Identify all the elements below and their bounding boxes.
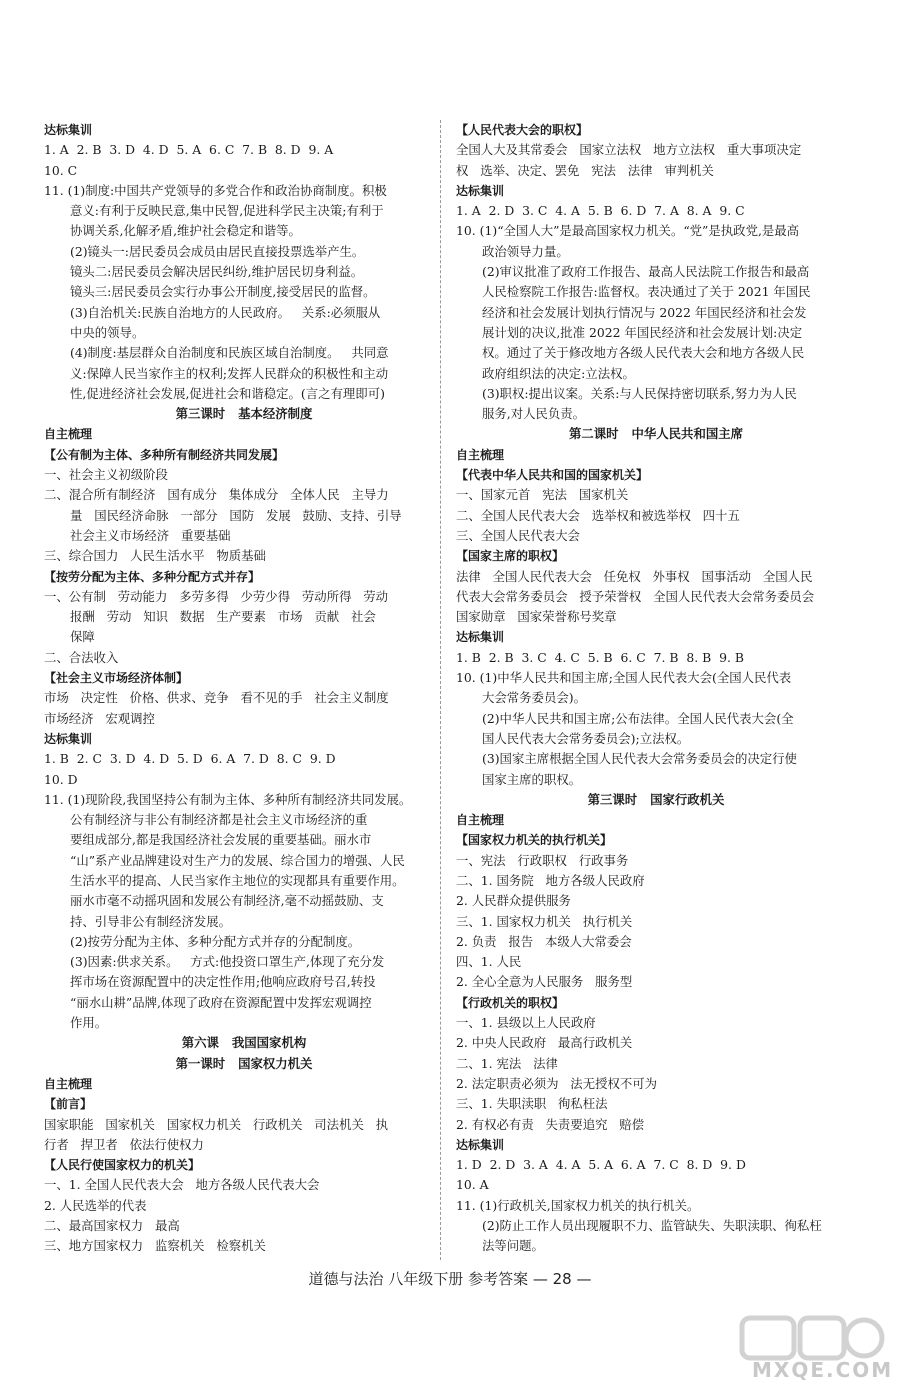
text-line: 报酬 劳动 知识 数据 生产要素 市场 贡献 社会 — [70, 609, 376, 625]
text-line: 权 选举、决定、罢免 宪法 法律 审判机关 — [456, 162, 714, 178]
text-line: 国家主席的职权。 — [482, 771, 582, 787]
text-line: 二、全国人民代表大会 选举权和被选举权 四十五 — [456, 507, 740, 523]
text-line: (3)国家主席根据全国人民代表大会常务委员会的决定行使 — [482, 751, 797, 767]
text-line: 三、1. 国家权力机关 执行机关 — [456, 913, 633, 929]
text-line: (2)镜头一:居民委员会成员由居民直接投票选举产生。 — [70, 243, 365, 259]
text-line: 保障 — [70, 629, 95, 645]
text-line: 展计划的决议,批准 2022 年国民经济和社会发展计划:决定 — [482, 324, 803, 340]
text-line: 挥市场在资源配置中的决定性作用;他响应政府号召,转投 — [70, 974, 376, 990]
topic-heading: 【公有制为主体、多种所有制经济共同发展】 — [44, 447, 285, 462]
lesson-title: 第一课时 国家权力机关 — [175, 1055, 313, 1071]
text-line: (3)职权:提出议案。关系:与人民保持密切联系,努力为人民 — [482, 385, 797, 401]
text-line: (2)防止工作人员出现履职不力、监管缺失、失职渎职、徇私枉 — [482, 1218, 822, 1234]
text-line: 法等问题。 — [482, 1238, 544, 1254]
text-line: 政治领导力量。 — [482, 243, 569, 259]
text-line: “山”系产业品牌建设对生产力的发展、综合国力的增强、人民 — [70, 852, 405, 868]
text-line: 2. 人民群众提供服务 — [456, 893, 571, 909]
text-line: 一、社会主义初级阶段 — [44, 467, 168, 483]
text-line: 三、地方国家权力 监察机关 检察机关 — [44, 1238, 266, 1254]
text-line: 一、1. 全国人民代表大会 地方各级人民代表大会 — [44, 1177, 320, 1193]
text-line: (2)中华人民共和国主席;公布法律。全国人民代表大会(全 — [482, 710, 794, 726]
text-line: 一、1. 县级以上人民政府 — [456, 1015, 596, 1031]
topic-heading: 【前言】 — [44, 1097, 93, 1112]
text-line: 社会主义市场经济 重要基础 — [70, 527, 231, 543]
text-line: 生活水平的提高、人民当家作主地位的实现都具有重要作用。 — [70, 872, 405, 888]
text-line: 11. (1)行政机关,国家权力机关的执行机关。 — [456, 1197, 700, 1213]
text-line: 四、1. 人民 — [456, 954, 522, 970]
text-line: 协调关系,化解矛盾,维护社会稳定和谐等。 — [70, 223, 301, 239]
text-line: 2. 有权必有责 失责要追究 赔偿 — [456, 1116, 645, 1132]
section-heading: 达标集训 — [456, 1137, 505, 1152]
text-line: 国家职能 国家机关 国家权力机关 行政机关 司法机关 执 — [44, 1116, 389, 1132]
text-line: 义:保障人民当家作主的权利;发挥人民群众的积极性和主动 — [70, 365, 389, 381]
text-line: (2)按劳分配为主体、多种分配方式并存的分配制度。 — [70, 933, 361, 949]
text-line: 行者 捍卫者 依法行使权力 — [44, 1136, 204, 1152]
text-line: 三、综合国力 人民生活水平 物质基础 — [44, 548, 266, 564]
text-line: 大会常务委员会)。 — [482, 690, 586, 706]
section-heading: 自主梳理 — [456, 447, 505, 462]
section-heading: 自主梳理 — [456, 813, 505, 828]
text-line: 国家勋章 国家荣誉称号奖章 — [456, 609, 617, 625]
text-line: 代表大会常务委员会 授予荣誉权 全国人民代表大会常务委员会 — [456, 588, 815, 604]
section-heading: 达标集训 — [44, 731, 93, 746]
topic-heading: 【社会主义市场经济体制】 — [44, 671, 189, 686]
text-line: 市场经济 宏观调控 — [44, 710, 155, 726]
topic-heading: 【人民代表大会的职权】 — [456, 123, 589, 137]
text-line: 一、公有制 劳动能力 多劳多得 少劳少得 劳动所得 劳动 — [44, 588, 389, 604]
text-line: 2. 全心全意为人民服务 服务型 — [456, 974, 633, 990]
text-line: 三、全国人民代表大会 — [456, 527, 580, 543]
text-line: 丽水市毫不动摇巩固和发展公有制经济,毫不动摇鼓励、支 — [70, 893, 384, 909]
text-line: 要组成部分,都是我国经济社会发展的重要基础。丽水市 — [70, 832, 372, 848]
text-line: 性,促进经济社会发展,促进社会和谐稳定。(言之有理即可) — [70, 385, 385, 401]
text-line: 2. 中央人民政府 最高行政机关 — [456, 1035, 633, 1051]
lesson-title: 第六课 我国国家机构 — [181, 1035, 307, 1051]
text-line: 1. B 2. B 3. C 4. C 5. B 6. C 7. B 8. B 9. B — [456, 649, 744, 665]
text-line: 1. A 2. B 3. D 4. D 5. A 6. C 7. B 8. D 9. A — [44, 142, 334, 158]
text-line: 意义:有利于反映民意,集中民智,促进科学民主决策;有利于 — [70, 203, 384, 219]
text-line: 镜头三:居民委员会实行办事公开制度,接受居民的监督。 — [70, 284, 376, 300]
topic-heading: 【国家权力机关的执行机关】 — [456, 833, 613, 848]
text-line: 镜头二:居民委员会解决居民纠纷,维护居民切身利益。 — [70, 264, 364, 280]
text-line: (4)制度:基层群众自治制度和民族区域自治制度。 共同意 — [70, 345, 389, 361]
text-line: 1. A 2. D 3. C 4. A 5. B 6. D 7. A 8. A 9. C — [456, 203, 745, 219]
text-line: 一、宪法 行政职权 行政事务 — [456, 852, 629, 868]
topic-heading: 【按劳分配为主体、多种分配方式并存】 — [44, 569, 261, 584]
text-line: 三、1. 失职渎职 徇私枉法 — [456, 1096, 608, 1112]
text-line: 作用。 — [70, 1015, 108, 1031]
text-line: 11. (1)制度:中国共产党领导的多党合作和政治协商制度。积极 — [44, 182, 387, 198]
topic-heading: 【行政机关的职权】 — [456, 995, 565, 1010]
text-line: “丽水山耕”品牌,体现了政府在资源配置中发挥宏观调控 — [70, 994, 372, 1010]
text-line: 人民检察院工作报告:监督权。表决通过了关于 2021 年国民 — [482, 284, 811, 300]
section-heading: 达标集训 — [456, 183, 505, 198]
lesson-title: 第三课时 基本经济制度 — [175, 406, 313, 422]
text-line: 服务,对人民负责。 — [482, 406, 586, 422]
text-line: 2. 负责 报告 本级人大常委会 — [456, 933, 632, 949]
text-line: 量 国民经济命脉 一部分 国防 发展 鼓励、支持、引导 — [70, 507, 402, 523]
text-line: 经济和社会发展计划执行情况与 2022 年国民经济和社会发 — [482, 304, 807, 320]
text-line: 1. D 2. D 3. A 4. A 5. A 6. A 7. C 8. D 9. D — [456, 1157, 746, 1173]
text-line: (2)审议批准了政府工作报告、最高人民法院工作报告和最高 — [482, 264, 810, 280]
text-line: 11. (1)现阶段,我国坚持公有制为主体、多种所有制经济共同发展。 — [44, 791, 412, 807]
topic-heading: 【人民行使国家权力的机关】 — [44, 1158, 201, 1173]
text-line: 10. C — [44, 162, 78, 178]
text-line: 10. (1)“全国人大”是最高国家权力机关。“党”是执政党,是最高 — [456, 223, 800, 239]
text-line: 1. B 2. C 3. D 4. D 5. D 6. A 7. D 8. C 9. D — [44, 751, 336, 767]
lesson-title: 第三课时 国家行政机关 — [587, 791, 725, 807]
text-line: 持、引导非公有制经济发展。 — [70, 913, 232, 929]
topic-heading: 【代表中华人民共和国的国家机关】 — [456, 468, 649, 483]
text-line: 国人民代表大会常务委员会);立法权。 — [482, 730, 690, 746]
text-line: 法律 全国人民代表大会 任免权 外事权 国事活动 全国人民 — [456, 568, 813, 584]
text-line: 二、合法收入 — [44, 649, 119, 665]
text-line: 一、国家元首 宪法 国家机关 — [456, 487, 629, 503]
section-heading: 达标集训 — [456, 630, 505, 645]
left-column — [44, 120, 444, 1257]
text-line: 权。通过了关于修改地方各级人民代表大会和地方各级人民 — [482, 345, 805, 361]
page-footer: 道德与法治 八年级下册 参考答案 — 28 — — [308, 1270, 592, 1288]
section-heading: 自主梳理 — [44, 427, 93, 442]
text-line: (3)自治机关:民族自治地方的人民政府。 关系:必须服从 — [70, 304, 381, 320]
topic-heading: 【国家主席的职权】 — [456, 549, 565, 564]
text-line: 二、最高国家权力 最高 — [44, 1218, 180, 1234]
text-line: 政府组织法的决定:立法权。 — [482, 365, 635, 381]
text-line: 10. A — [456, 1177, 489, 1193]
text-line: 10. (1)中华人民共和国主席;全国人民代表大会(全国人民代表 — [456, 670, 792, 686]
text-line: 二、混合所有制经济 国有成分 集体成分 全体人民 主导力 — [44, 487, 389, 503]
watermark-text: MXQE.COM — [752, 1358, 894, 1382]
text-line: 全国人大及其常委会 国家立法权 地方立法权 重大事项决定 — [456, 142, 802, 158]
text-line: (3)因素:供求关系。 方式:他投资口罩生产,体现了充分发 — [70, 954, 385, 970]
section-heading: 达标集训 — [44, 123, 93, 137]
lesson-title: 第二课时 中华人民共和国主席 — [568, 426, 744, 442]
text-line: 二、1. 国务院 地方各级人民政府 — [456, 872, 645, 888]
right-column — [456, 120, 856, 1257]
text-line: 中央的领导。 — [70, 324, 145, 340]
section-heading: 自主梳理 — [44, 1076, 93, 1091]
text-line: 10. D — [44, 771, 78, 787]
text-line: 二、1. 宪法 法律 — [456, 1055, 558, 1071]
text-line: 2. 人民选举的代表 — [44, 1197, 147, 1213]
column-divider — [440, 120, 441, 1260]
text-line: 市场 决定性 价格、供求、竞争 看不见的手 社会主义制度 — [44, 690, 389, 706]
text-line: 2. 法定职责必须为 法无授权不可为 — [456, 1075, 658, 1091]
text-line: 公有制经济与非公有制经济都是社会主义市场经济的重 — [70, 812, 368, 828]
